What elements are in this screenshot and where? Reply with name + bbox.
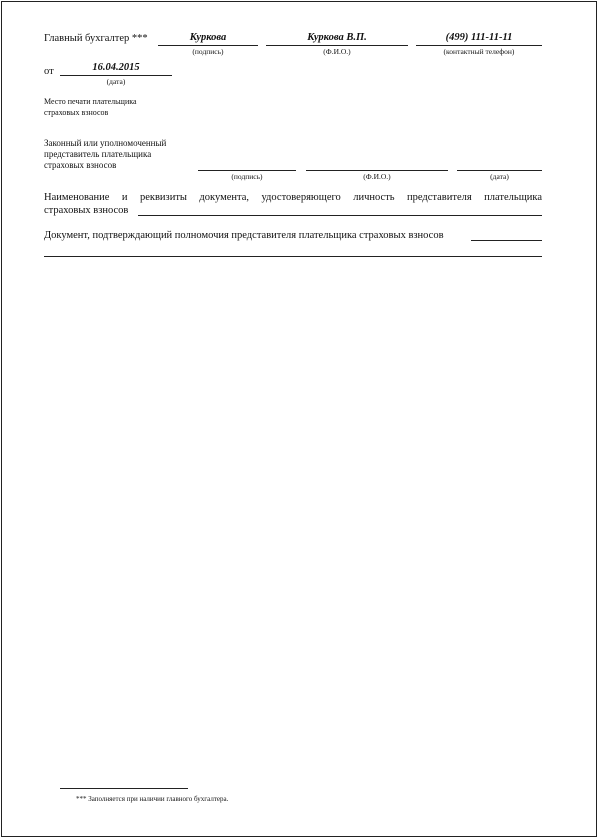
rep-date-caption: (дата)	[490, 172, 509, 181]
date-caption: (дата)	[106, 77, 126, 86]
date-prefix: от	[44, 66, 54, 77]
stamp-place-line1: Место печати плательщика	[44, 97, 137, 106]
identity-doc-line2: страховых взносов	[44, 205, 129, 216]
authority-doc-full-line	[44, 256, 542, 257]
signature-line	[158, 45, 258, 46]
representative-line3: страховых взносов	[44, 160, 117, 170]
date-value: 16.04.2015	[92, 62, 140, 73]
phone-caption: (контактный телефон)	[443, 47, 515, 56]
representative-line1: Законный или уполномоченный	[44, 138, 167, 148]
name-line	[266, 45, 408, 46]
rep-date-line	[457, 170, 542, 171]
identity-doc-line	[138, 215, 542, 216]
name-caption: (Ф.И.О.)	[323, 47, 351, 56]
authority-doc-label: Документ, подтверждающий полномочия представителя плательщика страховых взносов	[44, 230, 444, 241]
rep-signature-caption: (подпись)	[231, 172, 263, 181]
rep-name-line	[306, 170, 448, 171]
chief-accountant-name: Куркова В.П.	[307, 32, 367, 43]
chief-accountant-signature: Куркова	[189, 32, 227, 43]
signature-caption: (подпись)	[192, 47, 224, 56]
footnote-separator	[60, 788, 188, 789]
chief-accountant-label: Главный бухгалтер ***	[44, 33, 148, 44]
representative-line2: представитель плательщика	[44, 149, 152, 159]
authority-doc-line	[471, 240, 542, 241]
chief-accountant-phone: (499) 111-11-11	[445, 32, 513, 43]
document-page	[1, 1, 597, 837]
footnote-text: *** Заполняется при наличии главного бухгалтера.	[76, 795, 229, 803]
identity-doc-line1: Наименование и реквизиты документа, удостоверяющего личность представителя плательщика	[44, 192, 542, 203]
rep-signature-line	[198, 170, 296, 171]
rep-name-caption: (Ф.И.О.)	[363, 172, 391, 181]
phone-line	[416, 45, 542, 46]
date-line	[60, 75, 172, 76]
stamp-place-line2: страховых взносов	[44, 108, 109, 117]
